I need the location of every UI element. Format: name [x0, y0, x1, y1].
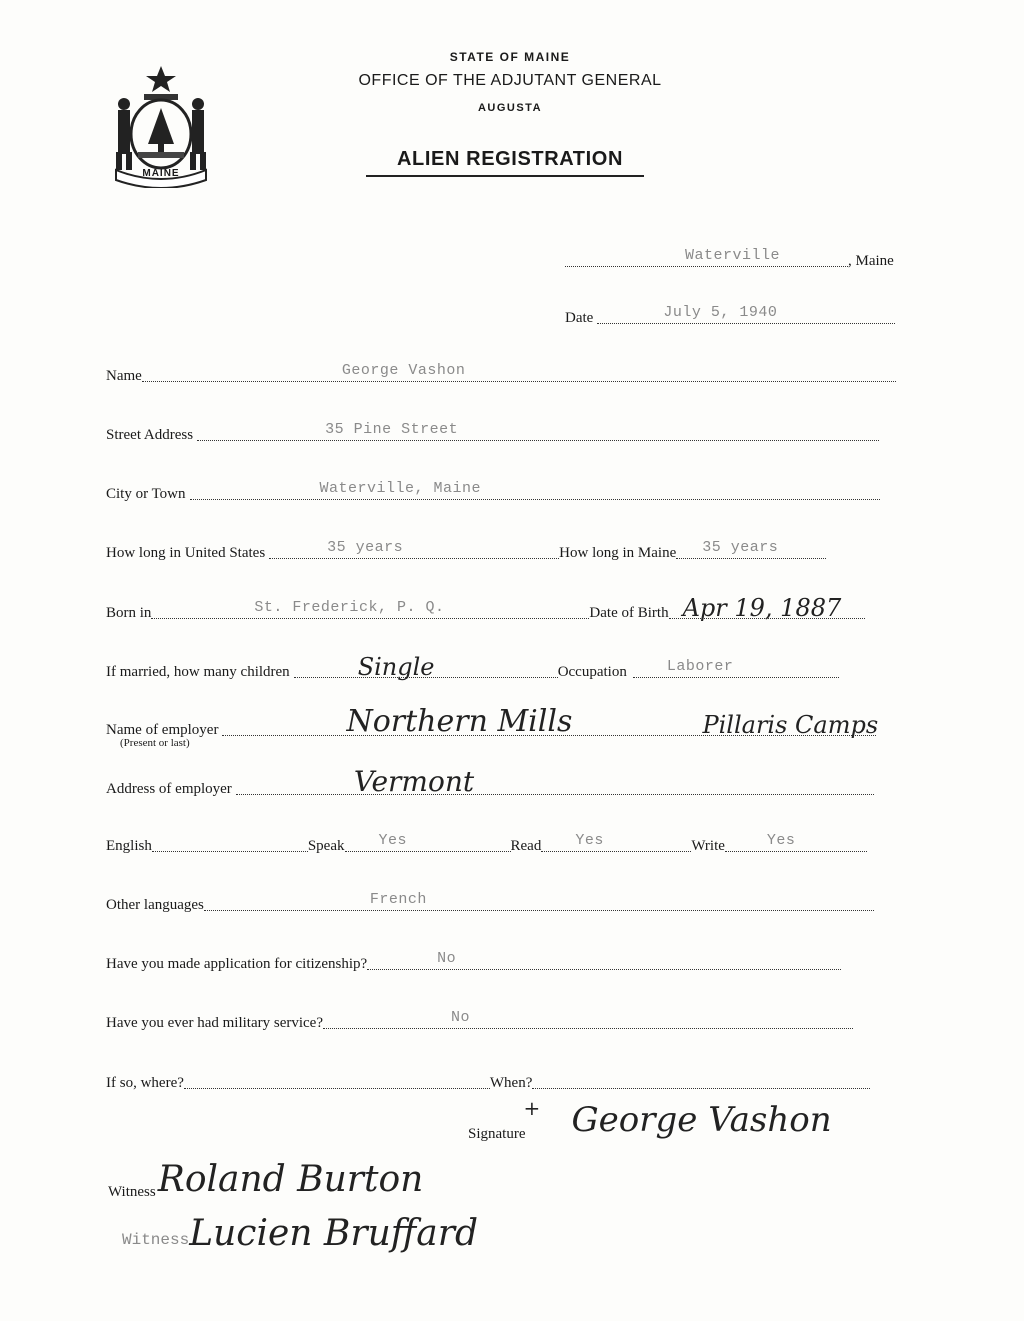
signature-value: George Vashon [571, 1100, 832, 1140]
city-field[interactable] [190, 481, 880, 500]
born-label: Born in [106, 605, 152, 621]
citizenship-field[interactable] [367, 951, 841, 970]
born-value: St. Frederick, P. Q. [254, 599, 445, 616]
when-field[interactable] [532, 1070, 870, 1089]
english-fill [152, 833, 308, 852]
city-value: Waterville, Maine [319, 480, 482, 497]
date-field[interactable] [597, 305, 895, 324]
street-field[interactable] [197, 422, 879, 441]
dob-value: Apr 19, 1887 [682, 594, 842, 622]
read-label: Read [510, 838, 542, 854]
occupation-field[interactable] [633, 659, 839, 678]
witness1-field[interactable] [156, 1159, 486, 1200]
us-duration-field[interactable] [269, 540, 559, 559]
place-row [565, 248, 894, 270]
date-label: Date [565, 310, 594, 326]
other-languages-label: Other languages [106, 897, 204, 913]
read-value: Yes [575, 832, 604, 849]
state-heading: STATE OF MAINE [449, 50, 571, 64]
children-label: If married, how many children [106, 664, 290, 680]
us-duration-value: 35 years [327, 539, 404, 556]
signature-field[interactable] [523, 1096, 886, 1140]
write-field[interactable] [725, 833, 867, 852]
employer-row [106, 704, 879, 739]
form-title: ALIEN REGISTRATION [397, 148, 623, 170]
place-suffix: , Maine [848, 253, 894, 269]
children-value: Single [357, 653, 435, 681]
us-duration-label: How long in United States [106, 545, 266, 561]
citizenship-row [106, 951, 841, 973]
children-field[interactable] [294, 653, 558, 681]
employer-label: Name of employer [106, 722, 219, 738]
signature-mark: + [523, 1096, 541, 1120]
seal-ribbon-text: MAINE [142, 168, 180, 179]
name-row [106, 363, 896, 385]
employer-value: Northern Mills [346, 704, 573, 739]
employer-address-row [106, 765, 874, 798]
street-label: Street Address [106, 427, 194, 443]
street-row [106, 422, 879, 444]
military-field[interactable] [323, 1010, 853, 1029]
employer-address-value: Vermont [353, 765, 475, 798]
witness2-row [122, 1213, 549, 1254]
witness1-label: Witness [108, 1184, 156, 1200]
maine-duration-label: How long in Maine [559, 545, 677, 561]
where-field[interactable] [184, 1070, 490, 1089]
signature-label: Signature [468, 1126, 526, 1142]
witness2-label: Witness [122, 1231, 190, 1249]
city-heading: AUGUSTA [477, 102, 543, 114]
citizenship-value: No [437, 950, 457, 967]
witness1-value: Roland Burton [157, 1159, 424, 1200]
citizenship-label: Have you made application for citizenship? [106, 956, 368, 972]
other-languages-row [106, 892, 874, 914]
employer-address-label: Address of employer [106, 781, 232, 797]
born-row [106, 594, 865, 622]
born-field[interactable] [151, 600, 589, 619]
dob-field[interactable] [669, 594, 865, 622]
write-value: Yes [766, 832, 796, 849]
maine-duration-value: 35 years [702, 539, 779, 556]
where-label: If so, where? [106, 1075, 184, 1091]
speak-label: Speak [307, 838, 345, 854]
duration-row [106, 540, 826, 562]
speak-field[interactable] [345, 833, 511, 852]
title-underline [366, 175, 644, 177]
name-value: George Vashon [341, 362, 466, 379]
occupation-label: Occupation [557, 664, 627, 680]
maine-duration-field[interactable] [676, 540, 826, 559]
place-field[interactable] [565, 248, 848, 267]
name-label: Name [106, 368, 142, 384]
military-row [106, 1010, 853, 1032]
street-value: 35 Pine Street [325, 421, 459, 438]
where-row [106, 1070, 870, 1092]
english-label: English [106, 838, 152, 854]
english-row [106, 833, 867, 855]
military-label: Have you ever had military service? [106, 1015, 323, 1031]
signature-row [468, 1096, 886, 1143]
other-languages-field[interactable] [204, 892, 874, 911]
date-value: July 5, 1940 [663, 304, 778, 321]
witness2-value: Lucien Bruffard [189, 1213, 478, 1254]
name-field[interactable] [142, 363, 896, 382]
other-languages-value: French [369, 891, 427, 908]
employer-sublabel: (Present or last) [120, 737, 190, 749]
write-label: Write [691, 838, 725, 854]
date-row [565, 305, 895, 327]
dob-label: Date of Birth [589, 605, 669, 621]
occupation-value: Laborer [666, 658, 734, 675]
children-row [106, 653, 839, 681]
employer-address-field[interactable] [236, 765, 874, 798]
military-value: No [451, 1009, 471, 1026]
witness1-row [108, 1159, 486, 1201]
city-row [106, 481, 880, 503]
when-label: When? [489, 1075, 533, 1091]
employer-field[interactable] [222, 704, 879, 739]
place-value: Waterville [685, 247, 781, 264]
read-field[interactable] [541, 833, 691, 852]
speak-value: Yes [378, 832, 408, 849]
city-label: City or Town [106, 486, 186, 502]
employer-value-2: Pillaris Camps [702, 711, 879, 739]
office-heading: OFFICE OF THE ADJUTANT GENERAL [358, 72, 662, 89]
witness2-field[interactable] [189, 1213, 549, 1254]
